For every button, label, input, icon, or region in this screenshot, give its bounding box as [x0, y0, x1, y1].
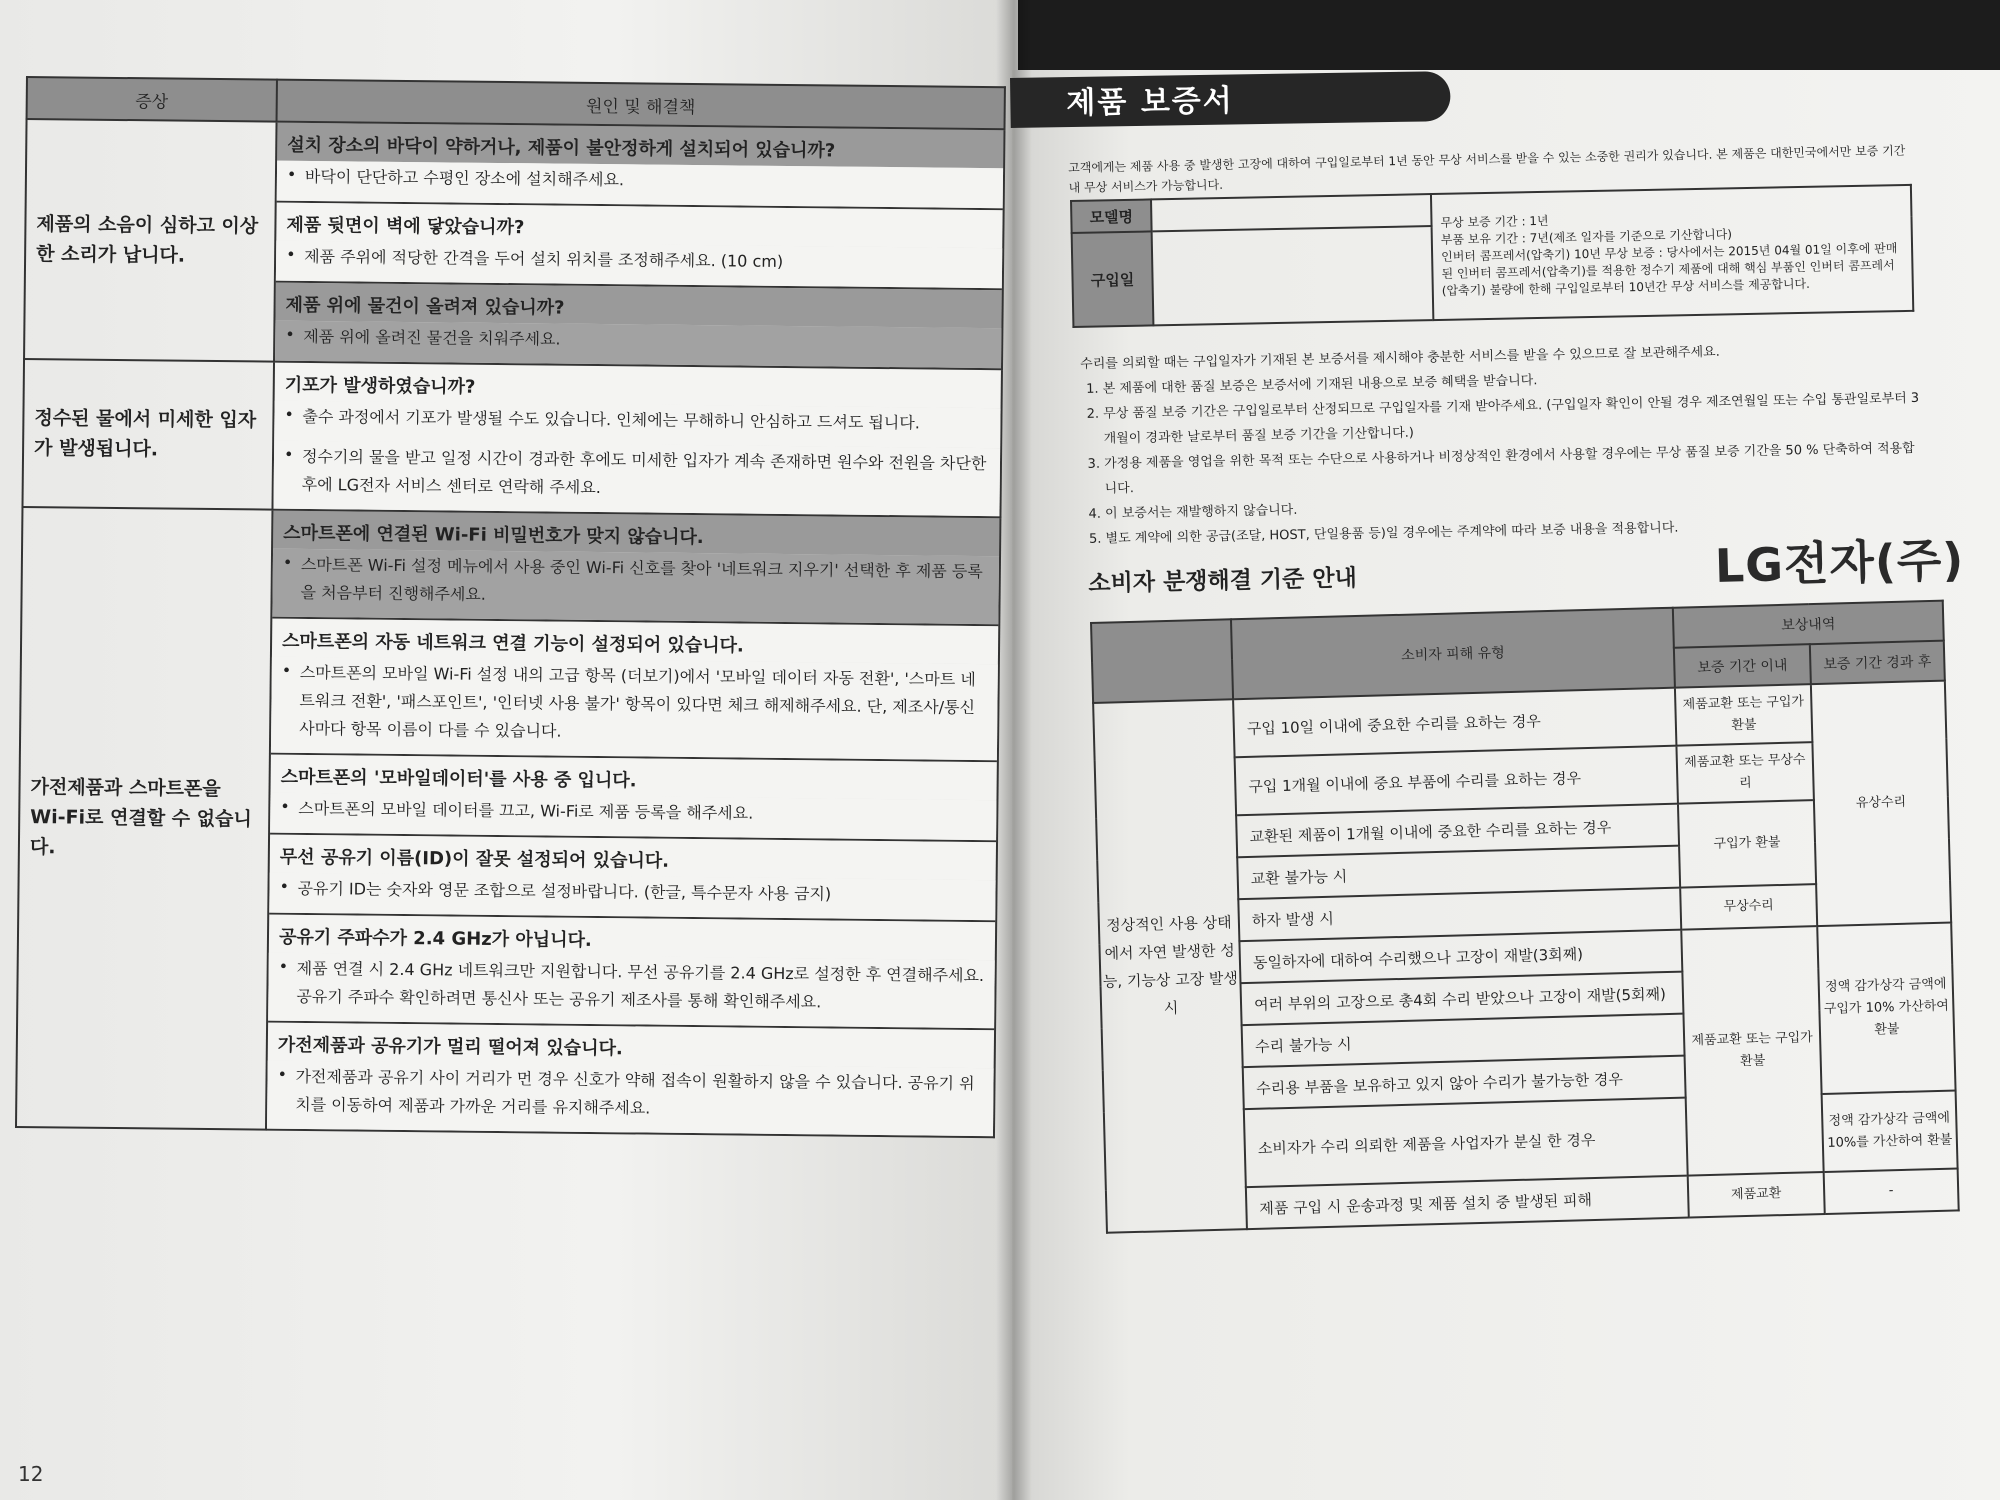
solution-bullet: 스마트폰의 모바일 데이터를 끄고, Wi-Fi로 제품 등록을 해주세요.	[298, 798, 754, 823]
damage-type: 하자 발생 시	[1238, 888, 1681, 942]
warranty-note: 5. 별도 계약에 의한 공급(조달, HOST, 단일용품 등)일 경우에는 주계약에 따라 보증 내용을 적용합니다.	[1105, 511, 1923, 552]
solution-item	[272, 511, 999, 627]
blank-header	[1091, 619, 1233, 703]
table-row	[22, 359, 1001, 517]
solution-item	[276, 203, 1003, 291]
solution-text: • 스마트폰의 모바일 Wi-Fi 설정 내의 고급 항목 (더보기)에서 '모바일 데이터 자동 전환', '스마트 네트워크 전환', '패스포인트', '인터넷 사용 불가' 항목이 있다면 체크 해제해주세요. 단, 제조사/통신사마다 항목 이름이 다를 수 있습니다.	[271, 657, 998, 761]
purchase-date-label: 구입일	[1072, 231, 1154, 327]
after-comp: -	[1824, 1168, 1959, 1213]
dispute-heading: 소비자 분쟁해결 기준 안내	[1088, 565, 1358, 597]
solution-bullet: 바닥이 단단하고 수평인 장소에 설치해주세요.	[304, 166, 625, 190]
cause-solution-header: 원인 및 해결책	[277, 80, 1005, 130]
warranty-intro: 고객에게는 제품 사용 중 발생한 고장에 대하여 구입일로부터 1년 동안 무상 서비스를 받을 수 있는 소중한 권리가 있습니다. 본 제품은 대한민국에서만 보증 기간 내 무상 서비스가 가능합니다.	[1068, 143, 1906, 195]
model-field[interactable]	[1151, 194, 1432, 231]
solution-cell	[266, 510, 1000, 1138]
purchase-date-field[interactable]	[1152, 226, 1434, 325]
solution-bullet: 가전제품과 공유기 사이 거리가 먼 경우 신호가 약해 접속이 원활하지 않을 수 있습니다. 공유기 위치를 이동하여 제품과 가까운 거리를 유지해주세요.	[295, 1066, 975, 1118]
after-comp: 유상수리	[1811, 681, 1951, 926]
warranty-table	[1070, 184, 1914, 328]
compensation-header: 보상내역	[1673, 601, 1944, 648]
solution-title: 스마트폰에 연결된 Wi-Fi 비밀번호가 맞지 않습니다.	[273, 511, 999, 557]
table-row	[16, 507, 1000, 1137]
solution-title: 제품 뒷면이 벽에 닿았습니까?	[276, 203, 1002, 249]
symptom-cell: 정수된 물에서 미세한 입자가 발생됩니다.	[22, 359, 274, 510]
solution-bullet: 스마트폰 Wi-Fi 설정 메뉴에서 사용 중인 Wi-Fi 신호를 찾아 '네트워크 지우기' 선택한 후 제품 등록을 처음부터 진행해주세요.	[300, 554, 983, 604]
model-label: 모델명	[1071, 199, 1152, 233]
warranty-term: 무상 보증 기간 : 1년	[1440, 213, 1549, 230]
solution-text: • 바닥이 단단하고 수평인 장소에 설치해주세요.	[277, 161, 1003, 209]
damage-type: 동일하자에 대하여 수리했으나 고장이 재발(3회째)	[1239, 930, 1682, 984]
solution-text: • 제품 위에 올려진 물건을 치워주세요.	[275, 321, 1001, 369]
warranty-note: 4. 이 보증서는 재발행하지 않습니다.	[1105, 486, 1923, 527]
solution-bullet: 제품 연결 시 2.4 GHz 네트워크만 지원합니다. 무선 공유기를 2.4 GHz로 설정한 후 연결해주세요. 공유기 주파수 확인하려면 통신사 또는 공유기 제조사를 통해 확인해주세요.	[296, 958, 985, 1012]
warranty-terms	[1431, 185, 1913, 320]
solution-item	[270, 755, 997, 843]
solution-item	[277, 123, 1004, 211]
within-comp: 제품교환 또는 무상수리	[1676, 742, 1813, 804]
warranty-note: 2. 무상 품질 보증 기간은 구입일로부터 산정되므로 구입일자를 기재 받아주세요. (구입일자 확인이 안될 경우 제조연월일 또는 수입 통관일로부터 3개월이 경과한 날로부터 품질 보증 기간을 기산합니다.)	[1103, 386, 1922, 452]
solution-text: • 제품 연결 시 2.4 GHz 네트워크만 지원합니다. 무선 공유기를 2.4 GHz로 설정한 후 연결해주세요. 공유기 주파수 확인하려면 통신사 또는 공유기 제조사를 통해 확인해주세요.	[268, 953, 995, 1029]
solution-title: 스마트폰의 자동 네트워크 연결 기능이 설정되어 있습니다.	[272, 619, 998, 665]
after-comp: 정액 감가상각 금액에 10%를 가산하여 환불	[1822, 1091, 1958, 1172]
solution-title: 제품 위에 물건이 올려져 있습니까?	[275, 283, 1001, 329]
within-comp: 제품교환 또는 구입가 환불	[1675, 684, 1812, 746]
solution-bullet: 공유기 ID는 숫자와 영문 조합으로 설정바랍니다. (한글, 특수문자 사용 금지)	[297, 878, 832, 904]
solution-text: • 공유기 ID는 숫자와 영문 조합으로 설정바랍니다. (한글, 특수문자 사용 금지)	[269, 873, 995, 921]
damage-type: 구입 10일 이내에 중요한 수리를 요하는 경우	[1233, 688, 1676, 758]
symptom-cell: 가전제품과 스마트폰을 Wi-Fi로 연결할 수 없습니다.	[16, 507, 272, 1130]
solution-item	[269, 835, 996, 923]
after-comp: 정액 감가상각 금액에 구입가 10% 가산하여 환불	[1817, 923, 1955, 1094]
symptom-cell: 제품의 소음이 심하고 이상 한 소리가 납니다.	[24, 119, 276, 362]
dispute-resolution-table	[1090, 600, 1960, 1234]
solution-title: 가전제품과 공유기가 멀리 떨어져 있습니다.	[268, 1023, 994, 1069]
warranty-term: 부품 보유 기간 : 7년(제조 일자를 기준으로 기산합니다)	[1440, 226, 1733, 247]
warranty-term: 인버터 콤프레서(압축기) 10년 무상 보증 : 당사에서는 2015년 04월 01일 이후에 판매된 인버터 콤프레서(압축기)를 적용한 정수기 제품에 대해 핵심 부품인 인버터 콤프레서(압축기) 불량에 한해 구입일로부터 10년간 무상 서비스를 제공합니다.	[1441, 240, 1898, 298]
solution-item	[268, 915, 995, 1031]
within-comp: 제품교환	[1688, 1172, 1825, 1218]
condition-cell: 정상적인 사용 상태에서 자연 발생한 성능, 기능상 고장 발생 시	[1093, 699, 1247, 1232]
solution-title: 무선 공유기 이름(ID)이 잘못 설정되어 있습니다.	[270, 835, 996, 881]
within-warranty-header: 보증 기간 이내	[1674, 644, 1811, 688]
solution-item	[267, 1023, 994, 1137]
solution-text: • 출수 과정에서 기포가 발생될 수도 있습니다. 인체에는 무해하니 안심하고 드셔도 됩니다.	[274, 401, 1000, 449]
solution-bullet: 정수기의 물을 받고 일정 시간이 경과한 후에도 미세한 입자가 계속 존재하면 원수와 전원을 차단한 후에 LG전자 서비스 센터로 연락해 주세요.	[301, 446, 987, 498]
solution-cell	[272, 362, 1002, 518]
solution-item	[273, 363, 1000, 517]
after-warranty-header: 보증 기간 경과 후	[1810, 641, 1945, 684]
solution-text: • 가전제품과 공유기 사이 거리가 먼 경우 신호가 약해 접속이 원활하지 않을 수 있습니다. 공유기 위치를 이동하여 제품과 가까운 거리를 유지해주세요.	[267, 1061, 994, 1137]
solution-item	[275, 283, 1002, 369]
solution-bullet: 스마트폰의 모바일 Wi-Fi 설정 내의 고급 항목 (더보기)에서 '모바일 데이터 자동 전환', '스마트 네트워크 전환', '패스포인트', '인터넷 사용 불가' 항목이 있다면 체크 해제해주세요. 단, 제조사/통신사마다 항목 이름이 다를 수 있습니다.	[299, 662, 976, 741]
solution-text: • 스마트폰 Wi-Fi 설정 메뉴에서 사용 중인 Wi-Fi 신호를 찾아 '네트워크 지우기' 선택한 후 제품 등록을 처음부터 진행해주세요.	[272, 549, 999, 625]
solution-title: 설치 장소의 바닥이 약하거나, 제품이 불안정하게 설치되어 있습니까?	[277, 123, 1003, 169]
damage-type: 여러 부위의 고장으로 총4회 수리 받았으나 고장이 재발(5회째)	[1241, 972, 1684, 1026]
warranty-notes-intro: 수리를 의뢰할 때는 구입일자가 기재된 본 보증서를 제시해야 충분한 서비스를 받을 수 있으므로 잘 보관해주세요.	[1080, 344, 1720, 372]
solution-cell	[274, 122, 1004, 370]
damage-type: 소비자가 수리 의뢰한 제품을 사업자가 분실 한 경우	[1244, 1098, 1688, 1188]
solution-text: • 제품 주위에 적당한 간격을 두어 설치 위치를 조정해주세요. (10 cm)	[276, 241, 1002, 289]
solution-title: 스마트폰의 '모바일데이터'를 사용 중 입니다.	[271, 755, 997, 801]
damage-type: 교환 불가능 시	[1237, 846, 1680, 900]
troubleshooting-table	[15, 76, 1006, 1138]
damage-type-header: 소비자 피해 유형	[1231, 608, 1675, 700]
solution-text: • 정수기의 물을 받고 일정 시간이 경과한 후에도 미세한 입자가 계속 존재하면 원수와 전원을 차단한 후에 LG전자 서비스 센터로 연락해 주세요.	[273, 441, 1000, 517]
within-comp: 제품교환 또는 구입가 환불	[1681, 926, 1823, 1175]
damage-type: 구입 1개월 이내에 중요 부품에 수리를 요하는 경우	[1235, 746, 1678, 816]
damage-type: 수리용 부품을 보유하고 있지 않아 수리가 불가능한 경우	[1243, 1056, 1686, 1110]
solution-bullet: 제품 주위에 적당한 간격을 두어 설치 위치를 조정해주세요. (10 cm)	[304, 246, 784, 271]
table-row	[24, 119, 1004, 369]
solution-title: 기포가 발생하였습니까?	[275, 363, 1001, 409]
damage-type: 제품 구입 시 운송과정 및 제품 설치 중 발생된 피해	[1246, 1176, 1689, 1230]
page-number: 12	[18, 1462, 44, 1486]
solution-bullet: 제품 위에 올려진 물건을 치워주세요.	[303, 326, 561, 349]
solution-bullet: 출수 과정에서 기포가 발생될 수도 있습니다. 인체에는 무해하니 안심하고 드셔도 됩니다.	[302, 406, 920, 433]
solution-text: • 스마트폰의 모바일 데이터를 끄고, Wi-Fi로 제품 등록을 해주세요.	[270, 793, 996, 841]
damage-type: 교환된 제품이 1개월 이내에 중요한 수리를 요하는 경우	[1236, 804, 1679, 858]
solution-title: 공유기 주파수가 2.4 GHz가 아닙니다.	[269, 915, 995, 961]
within-comp: 구입가 환불	[1678, 800, 1816, 888]
warranty-note: 3. 가정용 제품을 영업을 위한 목적 또는 수단으로 사용하거나 비정상적인 환경에서 사용할 경우에는 무상 품질 보증 기간을 50 % 단축하여 적용합니다.	[1104, 436, 1923, 502]
company-logo: LG전자(주)	[1714, 532, 1966, 593]
warranty-notes	[1080, 336, 1924, 552]
warranty-note: 1. 본 제품에 대한 품질 보증은 보증서에 기재된 내용으로 보증 혜택을 받습니다.	[1102, 361, 1920, 402]
damage-type: 수리 불가능 시	[1242, 1014, 1685, 1068]
within-comp: 무상수리	[1680, 884, 1817, 930]
solution-item	[271, 619, 998, 763]
warranty-title: 제품 보증서	[1066, 83, 1235, 121]
symptom-header: 증상	[27, 77, 277, 122]
